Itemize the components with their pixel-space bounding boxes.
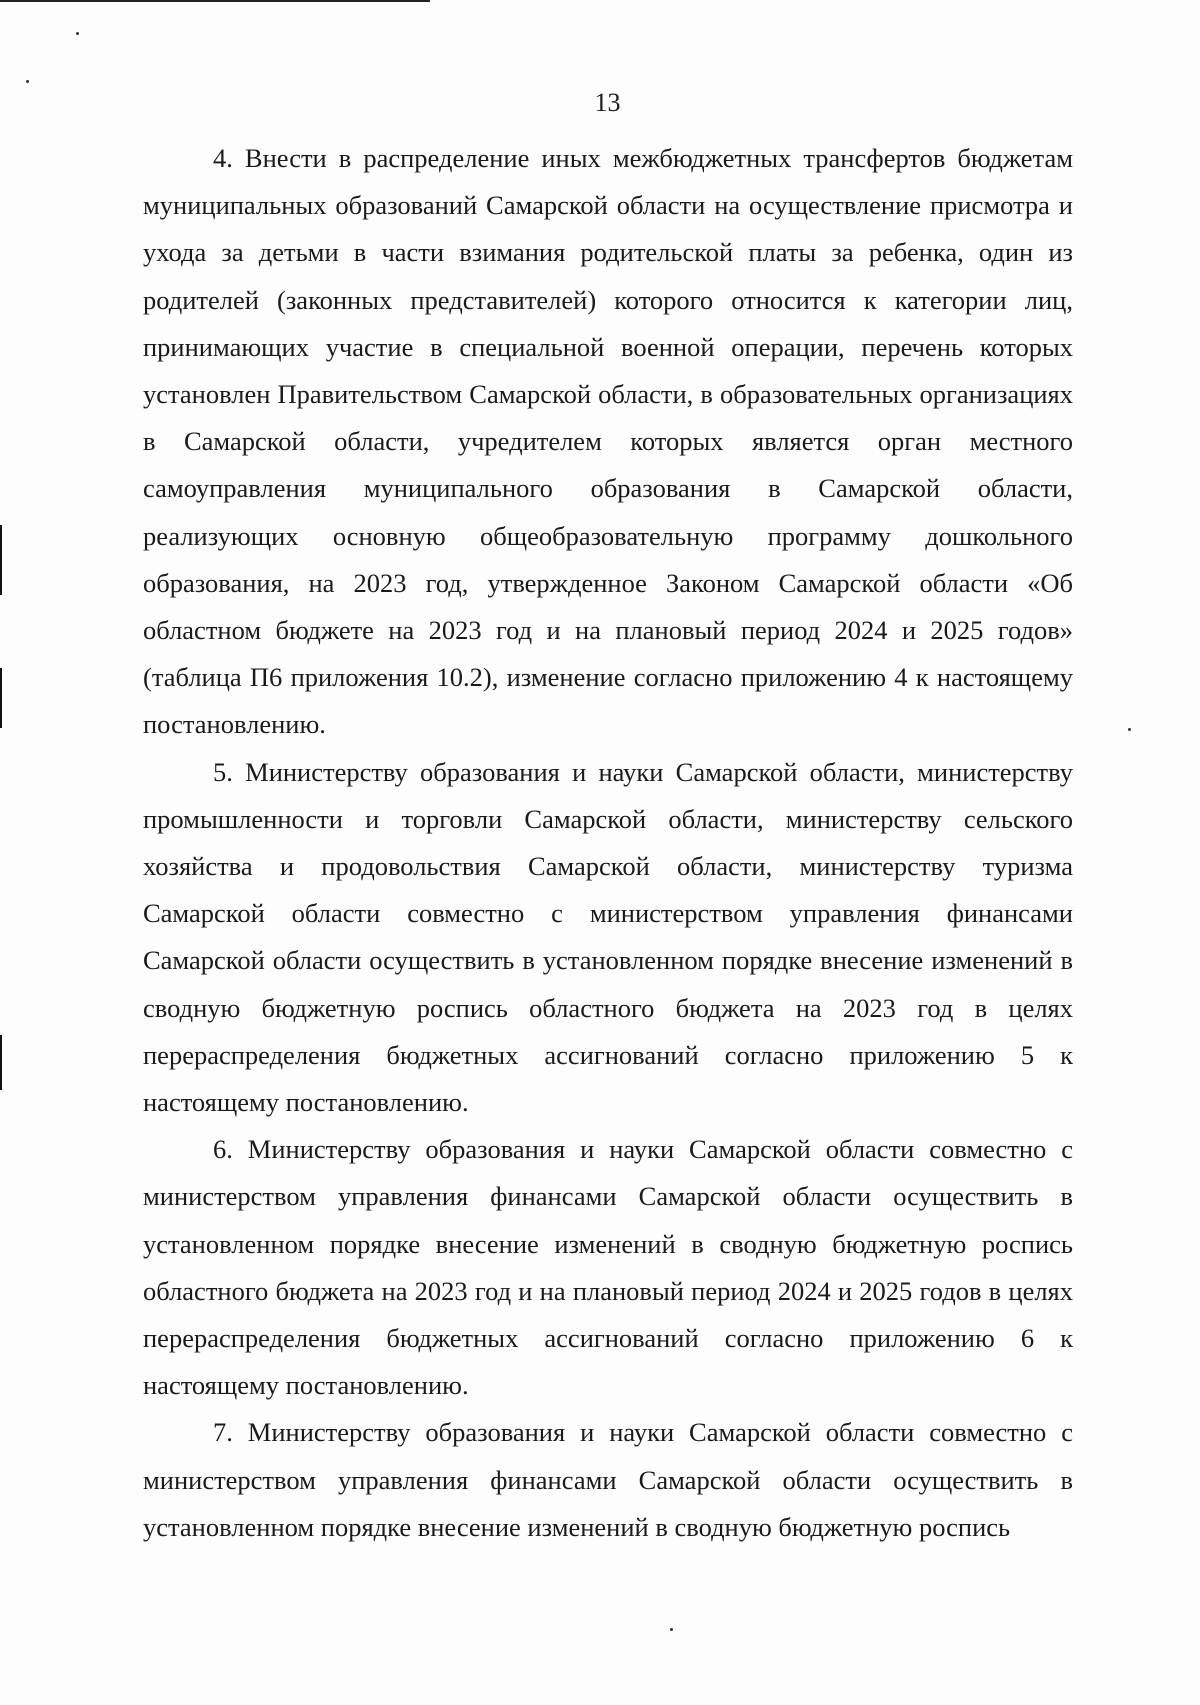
scan-speck	[76, 32, 79, 35]
scan-edge-line	[0, 0, 430, 2]
document-body	[143, 135, 1073, 1551]
scan-speck	[1128, 728, 1131, 731]
scan-speck	[670, 1628, 673, 1631]
paragraph-6: 6. Министерству образования и науки Самарской области совместно с министерством управления финансами Самарской области осуществить в установленном порядке внесение изменений в сводную бюджетную роспись областного бюджета на 2023 год и на плановый период 2024 и 2025 годов в целях перераспределения бюджетных ассигнований согласно приложению 6 к настоящему постановлению.	[143, 1134, 1073, 1401]
binding-mark	[0, 1035, 2, 1090]
binding-mark	[0, 525, 2, 595]
page-number: 13	[594, 88, 621, 117]
paragraph-4: 4. Внести в распределение иных межбюджетных трансфертов бюджетам муниципальных образований Самарской области на осуществление присмотра и ухода за детьми в части взимания родительской платы за ребенка, один из родителей (законных представителей) которого относится к категории лиц, принимающих участие в специальной военной операции, перечень которых установлен Правительством Самарской области, в образовательных организациях в Самарской области, учредителем которых является орган местного самоуправления муниципального образования в Самарской области, реализующих основную общеобразовательную программу дошкольного образования, на 2023 год, утвержденное Законом Самарской области «Об областном бюджете на 2023 год и на плановый период 2024 и 2025 годов» (таблица П6 приложения 10.2), изменение согласно приложению 4 к настоящему постановлению.	[143, 143, 1073, 740]
binding-mark	[0, 668, 2, 728]
paragraph-7: 7. Министерству образования и науки Самарской области совместно с министерством управления финансами Самарской области осуществить в установленном порядке внесение изменений в сводную бюджетную роспись	[143, 1417, 1073, 1542]
paragraph-5: 5. Министерству образования и науки Самарской области, министерству промышленности и торговли Самарской области, министерству сельского хозяйства и продовольствия Самарской области, министерству туризма Самарской области совместно с министерством управления финансами Самарской области осуществить в установленном порядке внесение изменений в сводную бюджетную роспись областного бюджета на 2023 год в целях перераспределения бюджетных ассигнований согласно приложению 5 к настоящему постановлению.	[143, 756, 1073, 1118]
scan-speck	[26, 80, 29, 83]
